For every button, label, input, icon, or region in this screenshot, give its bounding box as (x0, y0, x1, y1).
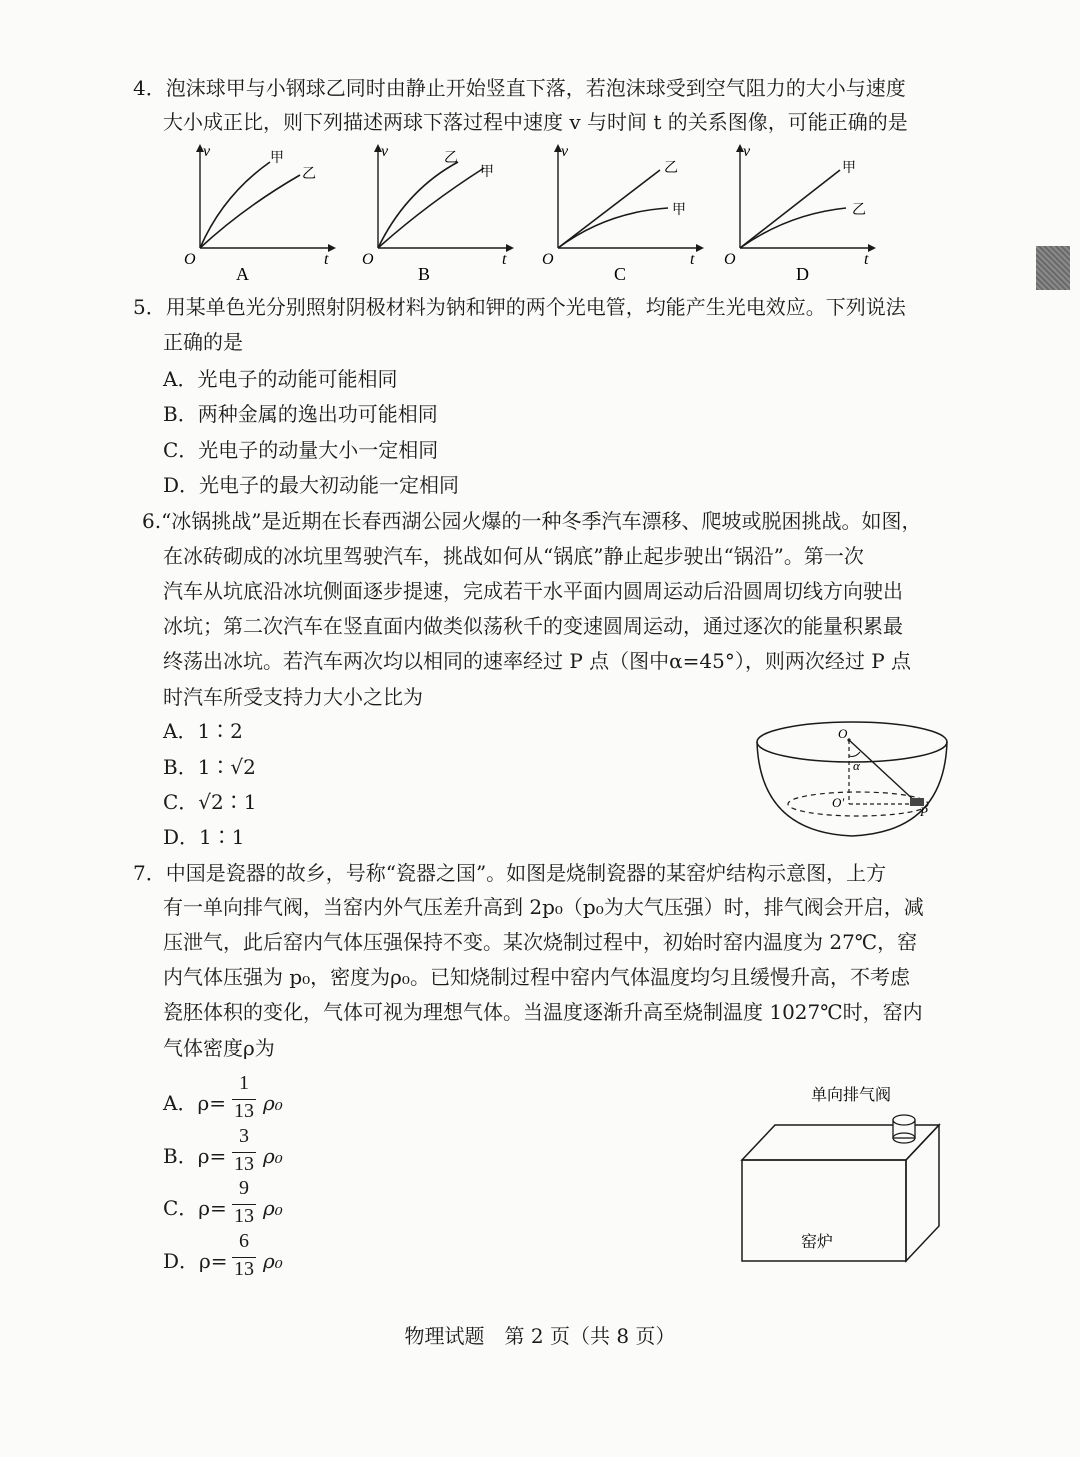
q7-stem-line-6: 气体密度ρ为 (163, 1036, 275, 1060)
fraction-denominator: 13 (234, 1100, 254, 1122)
q5-stem-line-1: 5．用某单色光分别照射阴极材料为钠和钾的两个光电管，均能产生光电效应。下列说法 (133, 295, 906, 319)
q4-stem-line-2: 大小成正比，则下列描述两球下落过程中速度 v 与时间 t 的关系图像，可能正确的是 (163, 110, 908, 134)
q7-option-d-suffix: ρ₀ (263, 1249, 283, 1273)
origin-label: O (362, 251, 374, 268)
graph-label: B (418, 264, 431, 284)
q4-stem-line-1: 4．泡沫球甲与小钢球乙同时由静止开始竖直下落，若泡沫球受到空气阻力的大小与速度 (133, 76, 906, 100)
q4-graph-d (718, 140, 888, 285)
curve-lower-label: 乙 (302, 167, 316, 182)
point-o-label: O (838, 726, 848, 741)
q4-graph-a (178, 140, 338, 285)
q4-graph-b (356, 140, 516, 285)
curve-upper-label: 乙 (664, 161, 678, 176)
q7-option-c-suffix: ρ₀ (263, 1196, 283, 1220)
fraction-denominator: 13 (234, 1258, 254, 1280)
q7-stem-line-1: 7．中国是瓷器的故乡，号称“瓷器之国”。如图是烧制瓷器的某窑炉结构示意图，上方 (133, 861, 887, 885)
q6-stem-line-3: 汽车从坑底沿冰坑侧面逐步提速，完成若干水平面内圆周运动后沿圆周切线方向驶出 (163, 579, 903, 603)
curve-lower-label: 甲 (480, 165, 494, 180)
q6-stem-line-2: 在冰砖砌成的冰坑里驾驶汽车，挑战如何从“锅底”静止起步驶出“锅沿”。第一次 (163, 544, 864, 568)
fraction-numerator: 1 (239, 1072, 249, 1094)
q7-stem-line-2: 有一单向排气阀，当窑内外气压差升高到 2p₀（p₀为大气压强）时，排气阀会开启，减 (163, 895, 924, 919)
kiln-figure (735, 1078, 950, 1263)
fraction-denominator: 13 (234, 1205, 254, 1227)
axis-t-label: t (324, 251, 329, 268)
q6-stem-line-4: 冰坑；第二次汽车在竖直面内做类似荡秋千的变速圆周运动，通过逐次的能量积累最 (163, 614, 903, 638)
point-o-prime-label: O′ (832, 795, 845, 810)
q6-option-d: D．1∶1 (163, 825, 245, 849)
q7-stem-line-3: 压泄气，此后窑内气体压强保持不变。某次烧制过程中，初始时窑内温度为 27℃，窑 (163, 930, 918, 954)
origin-label: O (542, 251, 554, 268)
axis-v-label: v (381, 143, 389, 160)
q4-graph-c (536, 140, 706, 285)
q7-option-c-prefix: C．ρ= (163, 1196, 227, 1220)
q7-option-d-prefix: D．ρ= (163, 1249, 228, 1273)
fraction-numerator: 3 (239, 1125, 249, 1147)
q7-option-a-prefix: A．ρ= (163, 1091, 226, 1115)
q5-option-d: D．光电子的最大初动能一定相同 (163, 473, 460, 497)
curve-lower-label: 乙 (852, 203, 866, 218)
alpha-label: α (853, 758, 860, 773)
q5-option-c: C．光电子的动量大小一定相同 (163, 438, 439, 462)
axis-t-label: t (690, 251, 695, 268)
page-edge-tab (1036, 246, 1070, 290)
axis-t-label: t (502, 251, 507, 268)
graph-label: D (796, 264, 809, 284)
point-p-label: P (920, 804, 928, 819)
q6-option-a: A．1∶2 (163, 719, 243, 743)
fraction-numerator: 9 (239, 1177, 249, 1199)
q5-option-b: B．两种金属的逸出功可能相同 (163, 402, 438, 426)
q6-option-b: B．1∶√2 (163, 755, 256, 779)
fraction-denominator: 13 (234, 1153, 254, 1175)
curve-lower-label: 甲 (672, 203, 686, 218)
q7-option-b-suffix: ρ₀ (263, 1144, 283, 1168)
q5-stem-line-2: 正确的是 (163, 330, 243, 354)
q6-stem-line-1: 6.“冰锅挑战”是近期在长春西湖公园火爆的一种冬季汽车漂移、爬坡或脱困挑战。如图， (142, 509, 922, 533)
valve-label: 单向排气阀 (811, 1087, 892, 1104)
q7-option-b-prefix: B．ρ= (163, 1144, 227, 1168)
kiln-label: 窑炉 (801, 1234, 834, 1251)
origin-label: O (184, 251, 196, 268)
q6-stem-line-6: 时汽车所受支持力大小之比为 (163, 685, 423, 709)
page-footer: 物理试题 第 2 页（共 8 页） (404, 1324, 676, 1348)
q7-stem-line-5: 瓷胚体积的变化，气体可视为理想气体。当温度逐渐升高至烧制温度 1027℃时，窑内 (163, 1000, 923, 1024)
fraction-numerator: 6 (239, 1230, 249, 1252)
origin-label: O (724, 251, 736, 268)
axis-v-label: v (561, 143, 569, 160)
ice-bowl-figure (752, 712, 954, 847)
exhaust-valve-icon (893, 1115, 915, 1143)
q7-stem-line-4: 内气体压强为 p₀，密度为ρ₀。已知烧制过程中窑内气体温度均匀且缓慢升高，不考虑 (163, 965, 910, 989)
q6-option-c: C．√2∶1 (163, 790, 257, 814)
graph-label: A (236, 264, 249, 284)
curve-upper-label: 乙 (444, 151, 458, 166)
q5-option-a: A．光电子的动能可能相同 (163, 367, 398, 391)
q6-stem-line-5: 终荡出冰坑。若汽车两次均以相同的速率经过 P 点（图中α=45°），则两次经过 P 点 (163, 649, 912, 673)
q7-option-a-suffix: ρ₀ (263, 1091, 283, 1115)
curve-upper-label: 甲 (842, 161, 856, 176)
curve-upper-label: 甲 (270, 151, 284, 166)
axis-v-label: v (743, 143, 751, 160)
graph-label: C (614, 264, 627, 284)
axis-t-label: t (864, 251, 869, 268)
axis-v-label: v (203, 143, 211, 160)
